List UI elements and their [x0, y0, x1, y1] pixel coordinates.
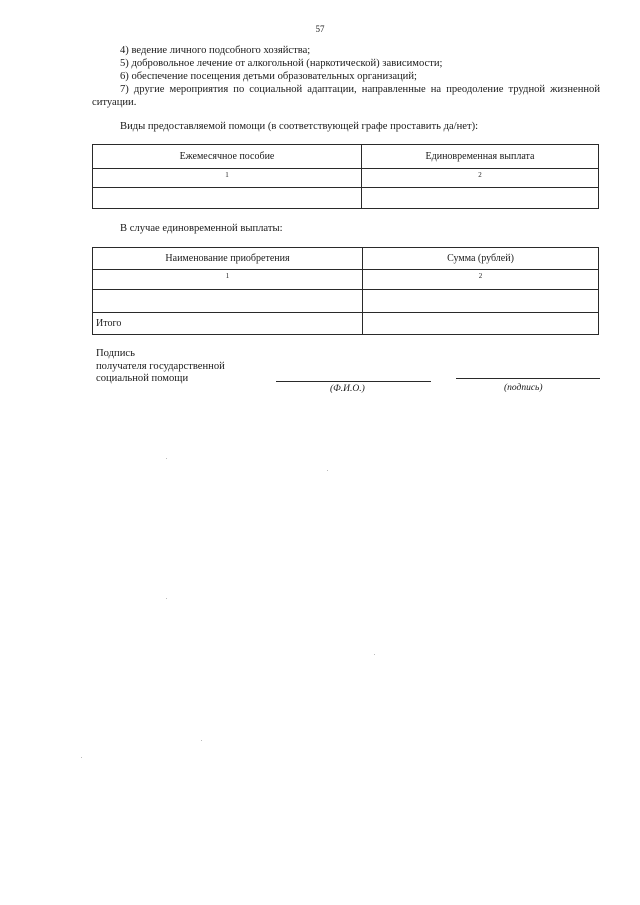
column-number: 2	[362, 169, 599, 188]
column-number: 2	[363, 270, 599, 290]
aid-types-caption: Виды предоставляемой помощи (в соответствующей графе проставить да/нет):	[120, 121, 479, 132]
table-row	[93, 290, 599, 313]
column-number: 1	[93, 169, 362, 188]
measures-list	[92, 44, 600, 109]
column-number-row	[93, 169, 599, 188]
monthly-answer-cell[interactable]	[93, 188, 362, 209]
fio-caption: (Ф.И.О.)	[330, 384, 365, 394]
amount-cell[interactable]	[363, 290, 599, 313]
list-item: 7) другие мероприятия по социальной адаптации, направленные на преодоление трудной жизненной ситуации.	[92, 84, 600, 108]
aid-types-table	[92, 144, 599, 209]
table-header-amount: Сумма (рублей)	[363, 248, 599, 270]
list-item: 6) обеспечение посещения детьми образовательных организаций;	[120, 71, 417, 82]
table-header-monthly: Ежемесячное пособие	[93, 145, 362, 169]
scan-speck	[327, 470, 328, 471]
table-header-lump-sum: Единовременная выплата	[362, 145, 599, 169]
column-number-row	[93, 270, 599, 290]
signature-label	[96, 348, 225, 386]
table-header-row	[93, 248, 599, 270]
signature-label-line: социальной помощи	[96, 373, 189, 384]
page-number: 57	[315, 24, 325, 34]
scan-speck	[166, 598, 167, 599]
purchase-cell[interactable]	[93, 290, 363, 313]
one-time-table	[92, 247, 599, 335]
total-label: Итого	[93, 313, 363, 335]
scan-speck	[374, 654, 375, 655]
list-item: 5) добровольное лечение от алкогольной (наркотической) зависимости;	[120, 58, 443, 69]
table-header-row	[93, 145, 599, 169]
scan-speck	[81, 757, 82, 758]
scan-speck	[201, 740, 202, 741]
total-row	[93, 313, 599, 335]
signature-line[interactable]	[456, 378, 600, 379]
scan-speck	[166, 458, 167, 459]
fio-line[interactable]	[276, 381, 431, 382]
signature-caption: (подпись)	[504, 383, 543, 393]
lump-sum-answer-cell[interactable]	[362, 188, 599, 209]
signature-label-line: получателя государственной	[96, 360, 225, 372]
table-row	[93, 188, 599, 209]
list-item: 4) ведение личного подсобного хозяйства;	[120, 45, 311, 56]
total-amount-cell[interactable]	[363, 313, 599, 335]
one-time-caption: В случае единовременной выплаты:	[120, 223, 283, 234]
signature-label-line: Подпись	[96, 348, 135, 359]
table-header-purchase: Наименование приобретения	[93, 248, 363, 270]
column-number: 1	[93, 270, 363, 290]
